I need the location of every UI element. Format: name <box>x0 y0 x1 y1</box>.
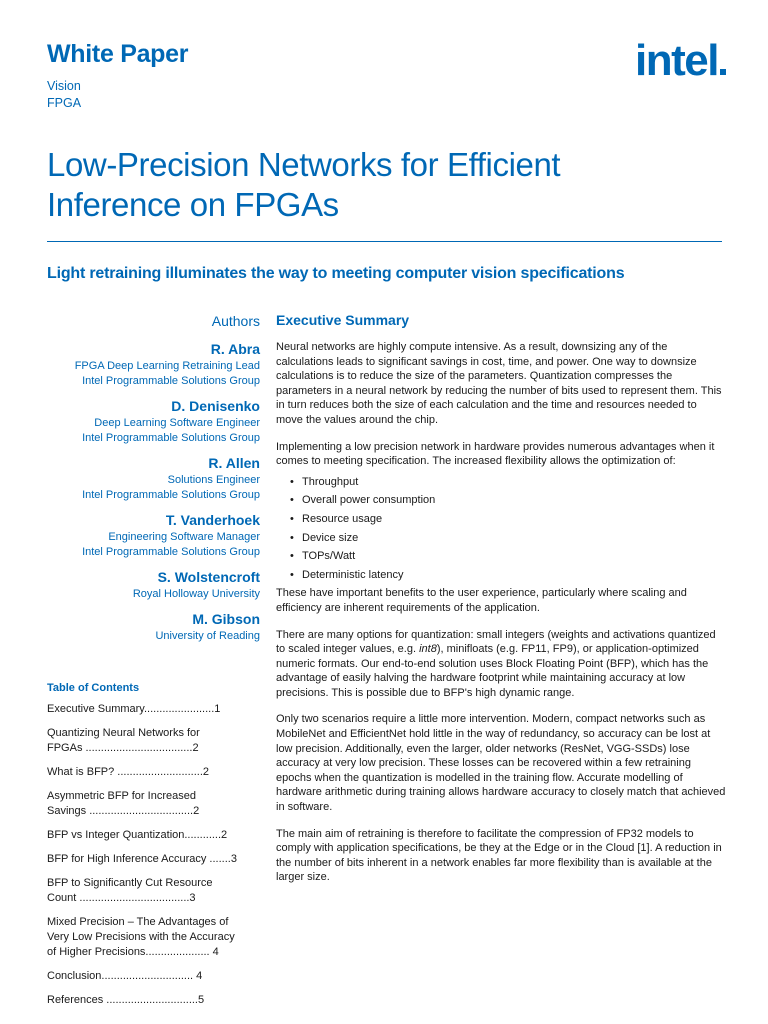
toc-item-bfp-vs-integer[interactable] <box>47 828 262 843</box>
author-entry <box>30 511 260 560</box>
author-role: Solutions Engineer <box>167 474 260 486</box>
main-column <box>276 312 726 897</box>
author-affiliation: University of Reading <box>155 630 260 642</box>
toc-item-line: Executive Summary.......................1 <box>47 703 221 715</box>
tag-fpga: FPGA <box>47 96 82 110</box>
summary-paragraph-5: Only two scenarios require a little more intervention. Modern, compact networks such as MobileNet and EfficientNet hold little in the way of redundancy, so accuracy can be lost at low precision. Additionally, even the larger, older networks (ResNet, VGG-SSDs) lose accuracy at very low precision. These losses can be recovered within a few retraining epochs when the quantization is modelled in the training flow. Accurate modelling of hardware arithmetic during training allows hardware accuracy to closely match that achieved in software. <box>276 713 726 814</box>
author-name: R. Abra <box>210 341 260 357</box>
author-role: FPGA Deep Learning Retraining Lead <box>74 360 260 372</box>
author-affiliation: Royal Holloway University <box>132 588 260 600</box>
paragraph-text: ), minifloats (e.g. FP11, FP9), or application-optimized numeric formats. Our end-to-end solution uses Block Floating Point (BFP), which has the advantage of easily halving the hardware footprint while maintaining accuracy at low precisions. This is possible due to BFP's high dynamic range. <box>276 643 709 699</box>
author-affiliation: Intel Programmable Solutions Group <box>82 375 260 387</box>
author-name: D. Denisenko <box>171 398 260 414</box>
list-item: • Resource usage <box>290 512 726 526</box>
toc-item-executive-summary[interactable] <box>47 702 262 717</box>
list-item: • Deterministic latency <box>290 568 726 582</box>
author-name: T. Vanderhoek <box>165 512 260 528</box>
toc-item-what-is-bfp[interactable] <box>47 765 262 780</box>
toc-item-line: Mixed Precision – The Advantages of <box>47 916 229 928</box>
author-name: M. Gibson <box>192 611 260 627</box>
optimization-list <box>276 475 726 582</box>
toc-item-line: Count ....................................3 <box>47 892 196 904</box>
table-of-contents <box>47 702 262 1017</box>
int8-term: int8 <box>419 643 437 656</box>
author-entry <box>30 610 260 644</box>
toc-item-line: Savings ..................................2 <box>47 805 200 817</box>
list-item: • Device size <box>290 531 726 545</box>
author-affiliation: Intel Programmable Solutions Group <box>82 546 260 558</box>
logo-dot <box>720 69 726 75</box>
toc-item-line: References ..............................5 <box>47 994 205 1006</box>
toc-item-line: BFP vs Integer Quantization............2 <box>47 829 228 841</box>
authors-heading: Authors <box>211 313 260 329</box>
page-title <box>47 145 727 225</box>
toc-item-line: BFP for High Inference Accuracy .......3 <box>47 853 237 865</box>
toc-item-line: What is BFP? ............................2 <box>47 766 209 778</box>
tag-vision: Vision <box>47 79 81 93</box>
summary-paragraph-2: Implementing a low precision network in hardware provides numerous advantages when it comes to meeting specification. The increased flexibility allows the optimization of: <box>276 440 715 468</box>
executive-summary-heading: Executive Summary <box>276 312 410 328</box>
author-name: S. Wolstencroft <box>157 569 260 585</box>
author-affiliation: Intel Programmable Solutions Group <box>82 489 260 501</box>
subtitle: Light retraining illuminates the way to meeting computer vision specifications <box>47 265 625 282</box>
toc-item-asymmetric-bfp[interactable] <box>47 789 262 819</box>
toc-item-line: of Higher Precisions..................... 4 <box>47 946 219 958</box>
toc-heading: Table of Contents <box>47 682 140 694</box>
toc-item-conclusion[interactable] <box>47 969 262 984</box>
toc-item-quantizing[interactable] <box>47 726 262 756</box>
summary-paragraph-3: These have important benefits to the user experience, particularly where scaling and efficiency are inherent requirements of the application. <box>276 587 687 614</box>
authors-list <box>30 340 260 652</box>
author-entry <box>30 397 260 446</box>
document-type: White Paper <box>47 40 189 68</box>
author-role: Engineering Software Manager <box>108 531 260 543</box>
title-line-1: Low-Precision Networks for Efficient <box>47 146 561 183</box>
author-entry <box>30 454 260 503</box>
intel-logo <box>635 36 726 86</box>
list-item: • Throughput <box>290 475 726 489</box>
toc-item-line: FPGAs ...................................2 <box>47 742 199 754</box>
author-entry <box>30 568 260 602</box>
list-item: • Overall power consumption <box>290 493 726 507</box>
title-line-2: Inference on FPGAs <box>47 186 339 223</box>
toc-item-bfp-resource[interactable] <box>47 876 262 906</box>
author-entry <box>30 340 260 389</box>
author-role: Deep Learning Software Engineer <box>94 417 260 429</box>
summary-paragraph-4 <box>276 628 726 701</box>
toc-item-line: BFP to Significantly Cut Resource <box>47 877 213 889</box>
toc-item-references[interactable] <box>47 993 262 1008</box>
toc-item-line: Quantizing Neural Networks for <box>47 727 200 739</box>
toc-item-line: Conclusion.............................. 4 <box>47 970 203 982</box>
summary-paragraph-6: The main aim of retraining is therefore to facilitate the compression of FP32 models to comply with application specifications, be they at the Edge or in the Cloud [1]. A reduction in the number of bits inherent in a network enables far more flexibility than is available at the larger size. <box>276 827 722 884</box>
author-name: R. Allen <box>208 455 260 471</box>
toc-item-bfp-accuracy[interactable] <box>47 852 262 867</box>
title-divider <box>47 241 722 242</box>
paragraph-text: There are many options for quantization: small integers (weights and activations quantized to scaled integer values, e.g. <box>276 628 716 656</box>
list-item: • TOPs/Watt <box>290 549 726 563</box>
toc-item-line: Asymmetric BFP for Increased <box>47 790 196 802</box>
logo-text: intel <box>635 36 718 85</box>
summary-paragraph-1: Neural networks are highly compute intensive. As a result, downsizing any of the calculations leads to significant savings in cost, time, and power. One way to downsize calculations is to reduce the size of the parameters. Quantization compresses the parameters in a neural network by reducing the number of bits used to represent them. This in turn reduces both the size of each calculation and the time and resources needed to move the values around the chip. <box>276 341 722 426</box>
author-affiliation: Intel Programmable Solutions Group <box>82 432 260 444</box>
toc-item-line: Very Low Precisions with the Accuracy <box>47 931 235 943</box>
toc-item-mixed-precision[interactable] <box>47 915 262 960</box>
